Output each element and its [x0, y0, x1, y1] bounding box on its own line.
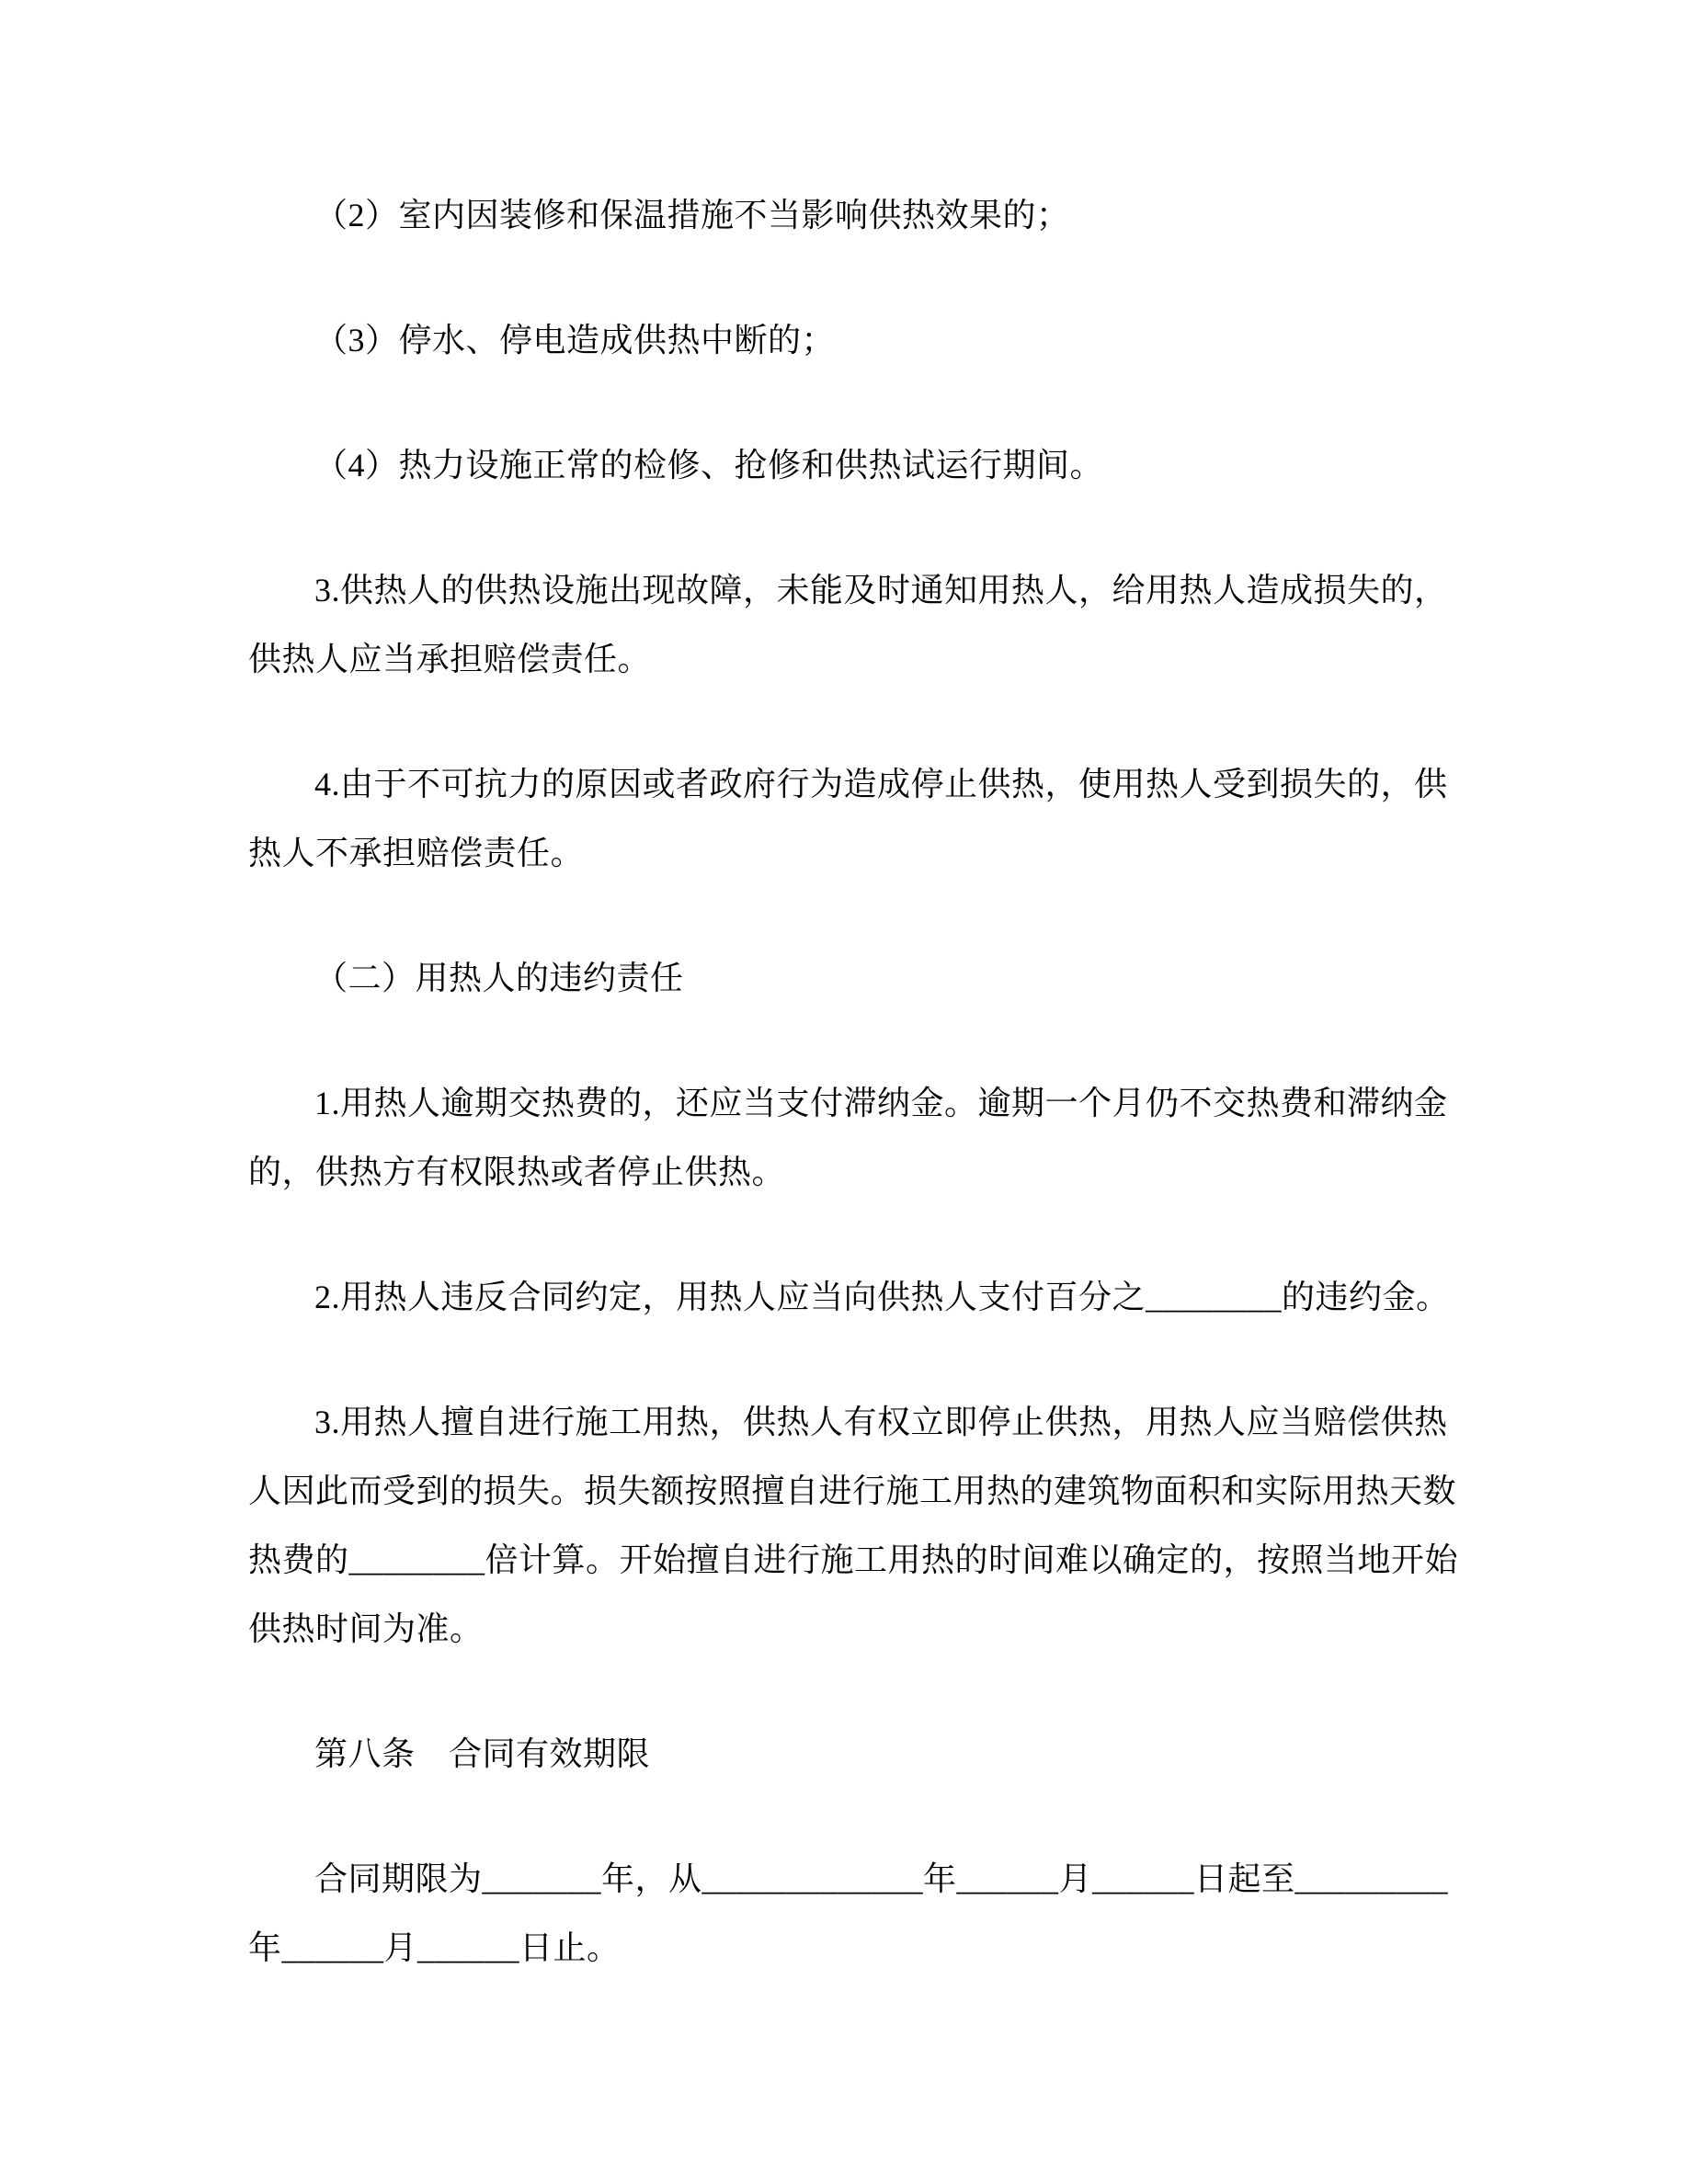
user-breach-clause-3	[248, 1388, 1459, 1664]
user-breach-clause-2	[248, 1263, 1450, 1332]
text-line-with-blank: 合同期限为_______年，从_____________年______月______日起至_________	[314, 1860, 1449, 1897]
text-line: 1.用热人逾期交热费的，还应当支付滞纳金。逾期一个月仍不交热费和滞纳金	[314, 1085, 1448, 1121]
exemption-item-3	[248, 306, 1440, 375]
article-8-heading	[248, 1720, 1440, 1789]
text-line-with-blank: 热费的________倍计算。开始擅自进行施工用热的时间难以确定的，按照当地开始	[248, 1541, 1459, 1578]
text-line: 的，供热方有权限热或者停止供热。	[248, 1154, 786, 1190]
text-line: 供热人应当承担赔偿责任。	[248, 641, 652, 677]
text-line: （3）停水、停电造成供热中断的；	[314, 322, 836, 358]
exemption-item-4	[248, 431, 1440, 500]
text-line: 供热时间为准。	[248, 1610, 484, 1647]
text-line: 热人不承担赔偿责任。	[248, 835, 585, 871]
text-line: （2）室内因装修和保温措施不当影响供热效果的；	[314, 197, 1070, 233]
text-line: 3.用热人擅自进行施工用热，供热人有权立即停止供热，用热人应当赔偿供热	[314, 1404, 1448, 1440]
text-line-with-blank: 年______月______日止。	[248, 1929, 621, 1966]
section-heading-text: （二）用热人的违约责任	[314, 960, 684, 996]
supplier-liability-clause-3	[248, 556, 1448, 694]
supplier-liability-clause-4	[248, 750, 1448, 888]
user-breach-clause-1	[248, 1069, 1448, 1207]
text-line: 4.由于不可抗力的原因或者政府行为造成停止供热，使用热人受到损失的，供	[314, 766, 1448, 802]
contract-term-clause	[248, 1845, 1449, 1983]
section-heading-user-breach	[248, 944, 1440, 1013]
article-heading-text: 第八条 合同有效期限	[314, 1735, 651, 1772]
exemption-item-2	[248, 181, 1440, 250]
text-line: 3.供热人的供热设施出现故障，未能及时通知用热人，给用热人造成损失的，	[314, 572, 1448, 609]
text-line-with-blank: 2.用热人违反合同约定，用热人应当向供热人支付百分之________的违约金。	[314, 1279, 1450, 1315]
text-line: 人因此而受到的损失。损失额按照擅自进行施工用热的建筑物面积和实际用热天数	[248, 1473, 1457, 1509]
text-line: （4）热力设施正常的检修、抢修和供热试运行期间。	[314, 447, 1104, 483]
